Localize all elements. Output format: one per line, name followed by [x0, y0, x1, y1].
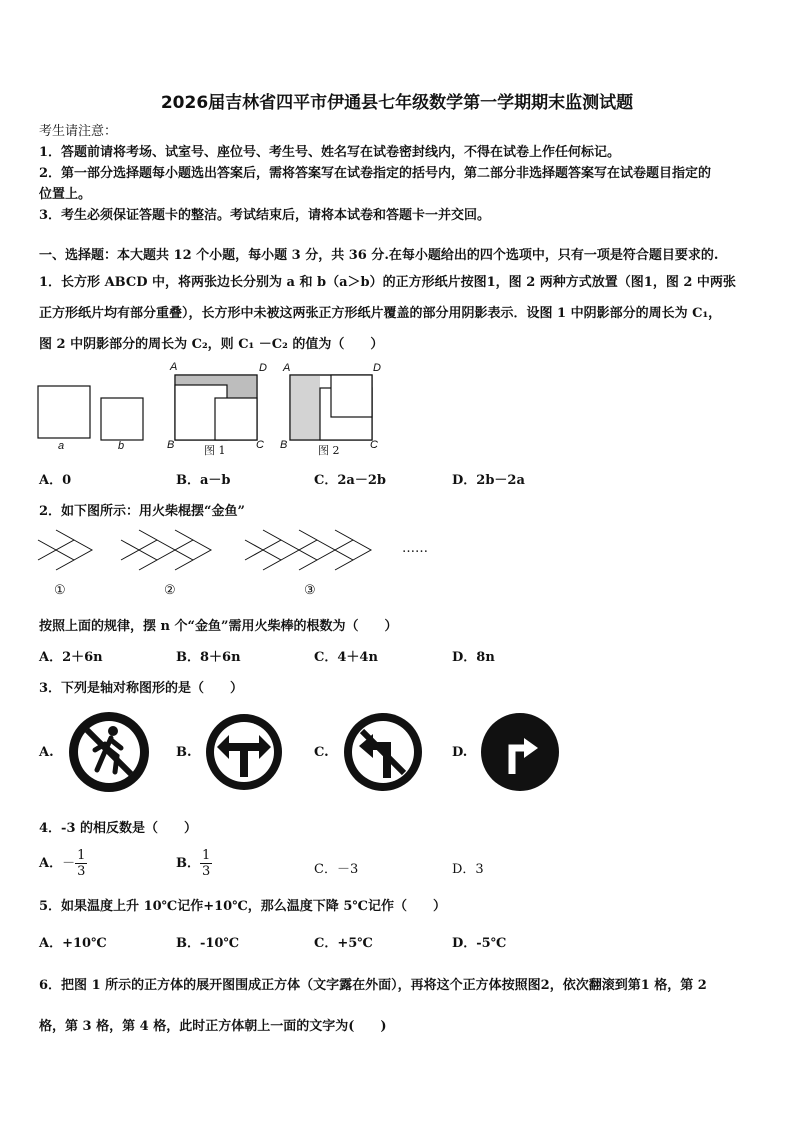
fig2-label-A: A [283, 362, 291, 374]
fraction-denominator: 3 [77, 864, 86, 879]
q3-option-b: B. [176, 745, 192, 760]
q2-option-c: C．4＋4n [314, 650, 378, 665]
notice-item-1: 1．答题前请将考场、试室号、座位号、考生号、姓名写在试卷密封线内，不得在试卷上作任何标记。 [39, 145, 621, 160]
notice-item-2-cont: 位置上。 [39, 187, 92, 202]
q4-option-d: D．3 [452, 862, 484, 877]
q4-option-b-fraction [200, 848, 212, 879]
ellipsis: …… [402, 541, 428, 556]
fig1-label-D: D [259, 362, 267, 374]
q4-line1: 4．-3 的相反数是（ ） [39, 821, 198, 836]
q4-option-a [39, 848, 87, 879]
notice-item-2: 2．第一部分选择题每小题选出答案后，需将答案写在试卷指定的括号内，第二部分非选择题答案写在试卷题目指定的 [39, 166, 712, 181]
fraction-numerator: 1 [77, 848, 86, 863]
q2-option-d: D．8n [452, 650, 495, 665]
q1-option-c: C．2a－2b [314, 473, 386, 488]
right-turn-sign-icon [480, 712, 560, 792]
q5-option-a: A．+10℃ [39, 936, 107, 951]
fig1-label-A: A [170, 361, 178, 373]
fish-label-2: ② [164, 583, 176, 598]
fig2-label-C: C [370, 439, 378, 451]
q4-option-b-label: B． [176, 856, 200, 871]
q3-option-a: A. [39, 745, 54, 760]
q4-option-a-label: A． [39, 856, 63, 871]
q3-option-d: D. [452, 745, 468, 760]
fig2-label-D: D [373, 362, 381, 374]
q3-line1: 3．下列是轴对称图形的是（ ） [39, 681, 244, 696]
q5-option-d: D．-5℃ [452, 936, 507, 951]
q6-line2: 格，第 3 格，第 4 格，此时正方体朝上一面的文字为( ) [39, 1019, 387, 1034]
label-b: b [118, 440, 125, 452]
q3-option-c: C. [314, 745, 329, 760]
section-heading: 一、选择题：本大题共 12 个小题，每小题 3 分，共 36 分.在每小题给出的四个选项中，只有一项是符合题目要求的. [39, 248, 719, 263]
q1-line3: 图 2 中阴影部分的周长为 C₂，则 C₁ －C₂ 的值为（ ） [39, 337, 384, 352]
notice-item-3: 3．考生必须保证答题卡的整洁。考试结束后，请将本试卷和答题卡一并交回。 [39, 208, 491, 223]
q1-option-d: D．2b－2a [452, 473, 525, 488]
fish-label-1: ① [54, 583, 66, 598]
q2-option-a: A．2＋6n [39, 650, 103, 665]
q5-line1: 5．如果温度上升 10℃记作+10℃，那么温度下降 5℃记作（ ） [39, 899, 446, 914]
q1-option-a: A．0 [39, 473, 72, 488]
q2-line2: 按照上面的规律，摆 n 个“金鱼”需用火柴棒的根数为（ ） [39, 619, 398, 634]
fish-label-3: ③ [304, 583, 316, 598]
fig1-caption: 图 1 [204, 444, 226, 457]
no-pedestrian-sign-icon [67, 710, 151, 794]
fig1-label-C: C [256, 439, 264, 451]
fig1-label-B: B [167, 439, 175, 451]
q1-option-b: B．a－b [176, 473, 231, 488]
fraction-numerator: 1 [202, 848, 211, 863]
q4-option-a-fraction [75, 848, 87, 879]
q1-line2: 正方形纸片均有部分重叠），长方形中未被这两张正方形纸片覆盖的部分用阴影表示．设图 1 中阴影部分的周长为 C₁， [39, 306, 722, 321]
fig2-label-B: B [280, 439, 288, 451]
q4-option-a-sign: － [62, 856, 76, 871]
q5-option-b: B．-10℃ [176, 936, 240, 951]
fig2-caption: 图 2 [318, 444, 340, 457]
page-title: 2026届吉林省四平市伊通县七年级数学第一学期期末监测试题 [160, 93, 634, 113]
q5-option-c: C．+5℃ [314, 936, 373, 951]
q4-option-c: C．－3 [314, 862, 359, 877]
left-right-turn-sign-icon [205, 713, 283, 791]
no-left-turn-sign-icon [343, 712, 423, 792]
q1-line1: 1．长方形 ABCD 中，将两张边长分别为 a 和 b（a＞b）的正方形纸片按图1，图 2 两种方式放置（图1，图 2 中两张 [39, 275, 736, 290]
q2-line1: 2．如下图所示：用火柴棍摆“金鱼” [39, 504, 246, 519]
notice-heading: 考生请注意： [39, 124, 118, 139]
label-a: a [58, 440, 65, 452]
q6-line1: 6．把图 1 所示的正方体的展开图围成正方体（文字露在外面），再将这个正方体按照图2，依次翻滚到第1 格，第 2 [39, 978, 707, 993]
fraction-denominator: 3 [202, 864, 211, 879]
q2-option-b: B．8＋6n [176, 650, 241, 665]
q4-option-b [176, 848, 212, 879]
